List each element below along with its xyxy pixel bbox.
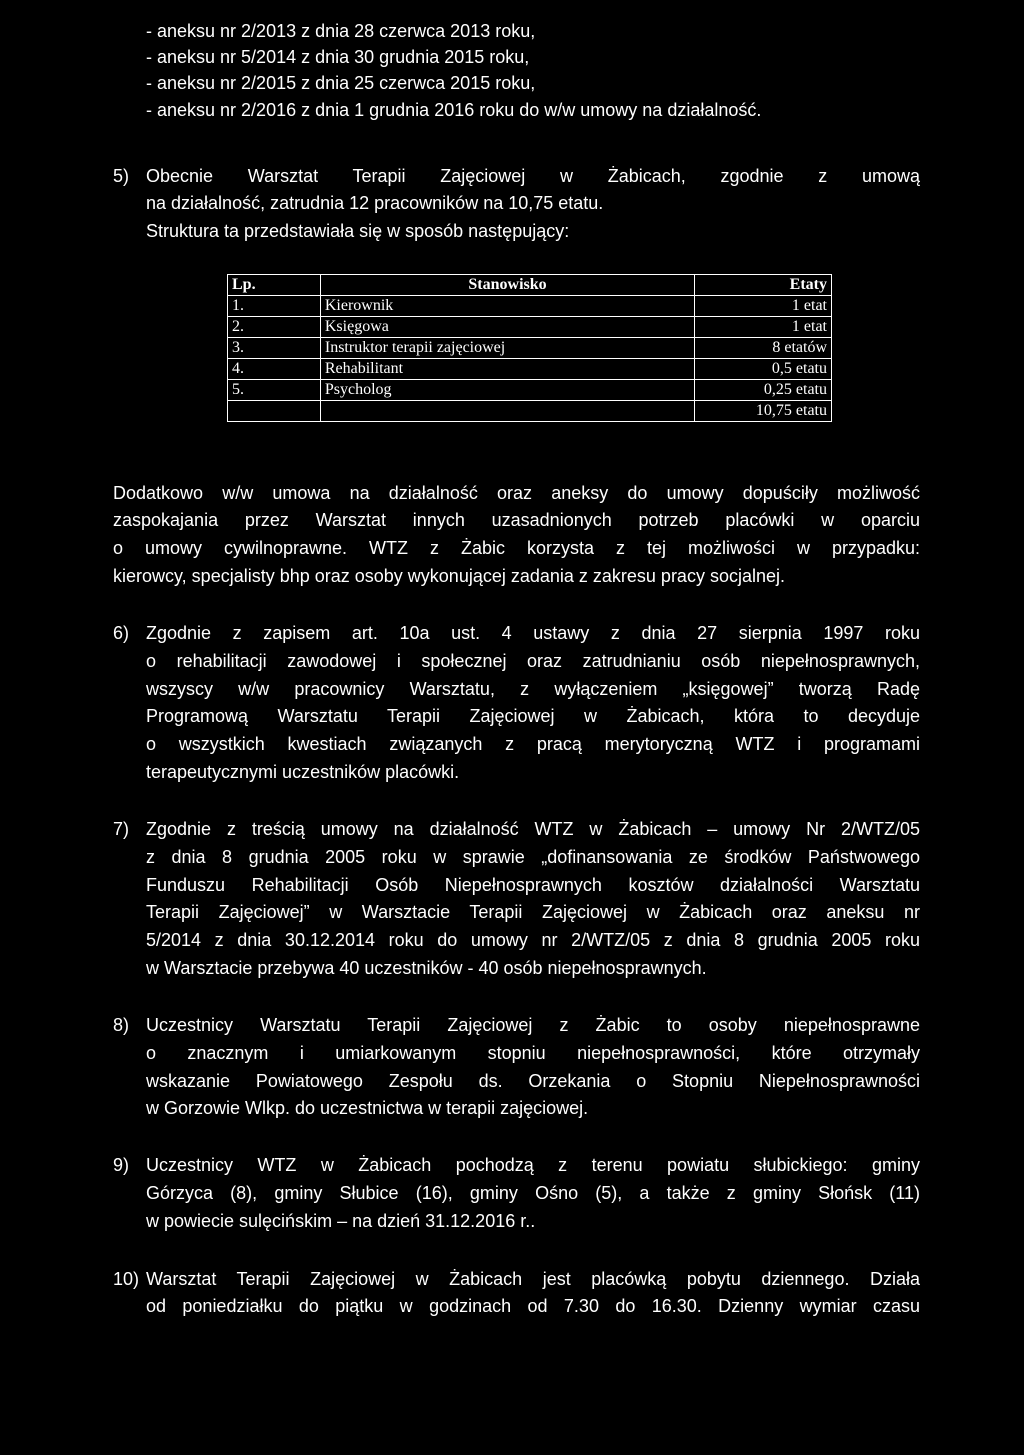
cell-position: Kierownik — [320, 296, 694, 317]
cell-fte: 1 etat — [695, 296, 832, 317]
point-number: 7) — [113, 819, 130, 839]
cell-empty — [320, 401, 694, 422]
cell-lp: 2. — [228, 317, 321, 338]
annex-item: - aneksu nr 2/2016 z dnia 1 grudnia 2016 roku do w/w umowy na działalność. — [146, 100, 762, 120]
cell-fte: 0,5 etatu — [695, 359, 832, 380]
table-row — [228, 317, 832, 338]
staff-table — [227, 274, 832, 422]
cell-fte: 0,25 etatu — [695, 380, 832, 401]
paragraph-line: o umowy cywilnoprawne. WTZ z Żabic korzysta z tej możliwości w przypadku: — [113, 538, 920, 558]
annex-item: - aneksu nr 2/2015 z dnia 25 czerwca 2015 roku, — [146, 73, 536, 93]
cell-lp: 4. — [228, 359, 321, 380]
cell-position: Instruktor terapii zajęciowej — [320, 338, 694, 359]
cell-fte: 8 etatów — [695, 338, 832, 359]
paragraph-line: Obecnie Warsztat Terapii Zajęciowej w Żabicach, zgodnie z umową — [146, 166, 920, 186]
paragraph-line: kierowcy, specjalisty bhp oraz osoby wykonującej zadania z zakresu pracy socjalnej. — [113, 566, 785, 586]
paragraph-line: w Gorzowie Wlkp. do uczestnictwa w terapii zajęciowej. — [146, 1098, 589, 1118]
table-row — [228, 359, 832, 380]
header-fte: Etaty — [695, 275, 832, 296]
table-row — [228, 296, 832, 317]
cell-lp: 5. — [228, 380, 321, 401]
paragraph-line: Górzyca (8), gminy Słubice (16), gminy Ośno (5), a także z gminy Słońsk (11) — [146, 1183, 920, 1203]
cell-empty — [228, 401, 321, 422]
annex-item: - aneksu nr 5/2014 z dnia 30 grudnia 2015 roku, — [146, 47, 530, 67]
header-lp: Lp. — [228, 275, 321, 296]
paragraph-line: z dnia 8 grudnia 2005 roku w sprawie „dofinansowania ze środków Państwowego — [146, 847, 920, 867]
paragraph-line: Zgodnie z zapisem art. 10a ust. 4 ustawy z dnia 27 sierpnia 1997 roku — [146, 623, 920, 643]
paragraph-line: zaspokajania przez Warsztat innych uzasadnionych potrzeb placówki w oparciu — [113, 510, 920, 530]
paragraph-line: wskazanie Powiatowego Zespołu ds. Orzekania o Stopniu Niepełnosprawności — [146, 1071, 920, 1091]
cell-lp: 1. — [228, 296, 321, 317]
paragraph-line: o znacznym i umiarkowanym stopniu niepełnosprawności, które otrzymały — [146, 1043, 920, 1063]
paragraph-line: w Warsztacie przebywa 40 uczestników - 40 osób niepełnosprawnych. — [146, 958, 707, 978]
cell-position: Księgowa — [320, 317, 694, 338]
point-number: 10) — [113, 1269, 140, 1289]
paragraph-line: Uczestnicy WTZ w Żabicach pochodzą z terenu powiatu słubickiego: gminy — [146, 1155, 920, 1175]
paragraph-line: Terapii Zajęciowej” w Warsztacie Terapii Zajęciowej w Żabicach oraz aneksu nr — [146, 902, 920, 922]
paragraph-line: terapeutycznymi uczestników placówki. — [146, 762, 460, 782]
paragraph-line: Uczestnicy Warsztatu Terapii Zajęciowej z Żabic to osoby niepełnosprawne — [146, 1015, 920, 1035]
point-number: 8) — [113, 1015, 130, 1035]
paragraph-line: Programową Warsztatu Terapii Zajęciowej w Żabicach, która to decyduje — [146, 706, 920, 726]
paragraph-line: Funduszu Rehabilitacji Osób Niepełnosprawnych kosztów działalności Warsztatu — [146, 875, 920, 895]
table-row — [228, 338, 832, 359]
header-position: Stanowisko — [320, 275, 694, 296]
paragraph-line: w powiecie sulęcińskim – na dzień 31.12.2016 r.. — [146, 1211, 536, 1231]
annex-item: - aneksu nr 2/2013 z dnia 28 czerwca 2013 roku, — [146, 21, 536, 41]
point-number: 9) — [113, 1155, 130, 1175]
paragraph-line: 5/2014 z dnia 30.12.2014 roku do umowy nr 2/WTZ/05 z dnia 8 grudnia 2005 roku — [146, 930, 920, 950]
table-row — [228, 380, 832, 401]
paragraph-line: o rehabilitacji zawodowej i społecznej oraz zatrudnianiu osób niepełnosprawnych, — [146, 651, 920, 671]
cell-position: Rehabilitant — [320, 359, 694, 380]
paragraph-line: na działalność, zatrudnia 12 pracowników na 10,75 etatu. — [146, 193, 604, 213]
paragraph-line: Dodatkowo w/w umowa na działalność oraz aneksy do umowy dopuściły możliwość — [113, 483, 920, 503]
point-number: 5) — [113, 166, 130, 186]
cell-lp: 3. — [228, 338, 321, 359]
table-total-row — [228, 401, 832, 422]
paragraph-line: Warsztat Terapii Zajęciowej w Żabicach jest placówką pobytu dziennego. Działa — [146, 1269, 920, 1289]
cell-total-fte: 10,75 etatu — [695, 401, 832, 422]
paragraph-line: wszyscy w/w pracownicy Warsztatu, z wyłączeniem „księgowej” tworzą Radę — [146, 679, 920, 699]
point-number: 6) — [113, 623, 130, 643]
cell-position: Psycholog — [320, 380, 694, 401]
paragraph-line: od poniedziałku do piątku w godzinach od 7.30 do 16.30. Dzienny wymiar czasu — [146, 1296, 920, 1316]
paragraph-line: o wszystkich kwestiach związanych z pracą merytoryczną WTZ i programami — [146, 734, 920, 754]
paragraph-line: Zgodnie z treścią umowy na działalność WTZ w Żabicach – umowy Nr 2/WTZ/05 — [146, 819, 920, 839]
paragraph-line: Struktura ta przedstawiała się w sposób następujący: — [146, 221, 570, 241]
table-header-row — [228, 275, 832, 296]
cell-fte: 1 etat — [695, 317, 832, 338]
